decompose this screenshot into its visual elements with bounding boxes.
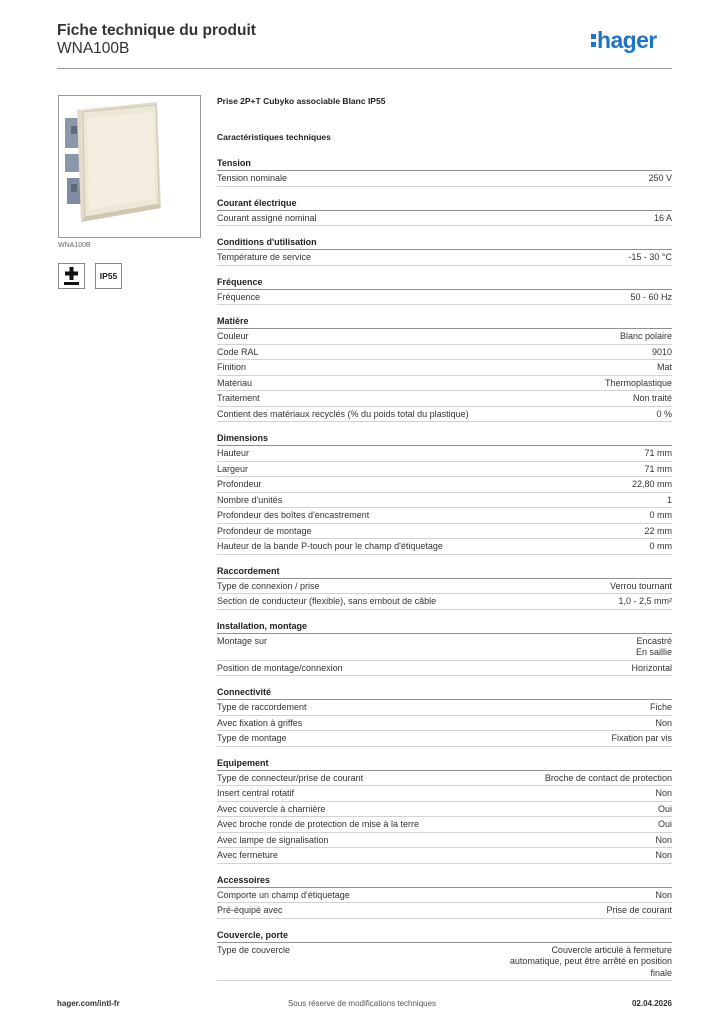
spec-row xyxy=(217,290,672,306)
page-title: Fiche technique du produit xyxy=(57,22,256,39)
spec-label: Type de montage xyxy=(217,733,287,743)
spec-label: Pré-équipé avec xyxy=(217,905,283,915)
section-title: Accessoires xyxy=(217,874,672,888)
spec-label: Avec fermeture xyxy=(217,850,278,860)
spec-value: Non xyxy=(655,788,672,798)
spec-value: Horizontal xyxy=(631,662,672,673)
spec-row xyxy=(217,462,672,478)
spec-row xyxy=(217,407,672,423)
spec-row xyxy=(217,848,672,864)
section-title: Installation, montage xyxy=(217,620,672,634)
spec-label: Type de couvercle xyxy=(217,944,291,955)
spec-value: -15 - 30 °C xyxy=(628,252,672,262)
spec-value: 0 mm xyxy=(649,510,672,520)
spec-row xyxy=(217,731,672,747)
spec-row xyxy=(217,888,672,904)
spec-value: 0 % xyxy=(656,408,672,419)
spec-row xyxy=(217,345,672,361)
spec-content xyxy=(217,95,672,981)
spec-row xyxy=(217,391,672,407)
spec-row xyxy=(217,594,672,610)
spec-value: Fixation par vis xyxy=(611,733,672,743)
logo-dots-icon xyxy=(591,32,596,47)
spec-label: Montage sur xyxy=(217,635,268,646)
spec-label: Largeur xyxy=(217,463,249,474)
spec-label: Profondeur des boîtes d'encastrement xyxy=(217,510,370,520)
spec-row xyxy=(217,634,672,661)
spec-label: Hauteur de la bande P-touch pour le champ d'étiquetage xyxy=(217,541,443,551)
spec-value: Oui xyxy=(657,819,672,829)
section-title: Connectivité xyxy=(217,686,672,700)
spec-value: Blanc polaire xyxy=(619,331,672,341)
spec-value: 50 - 60 Hz xyxy=(630,291,672,302)
cross-certification-icon xyxy=(59,264,84,288)
spec-value: Encastré En saillie xyxy=(635,635,672,657)
spec-row xyxy=(217,477,672,493)
spec-value: Non xyxy=(655,834,672,845)
spec-label: Comporte un champ d'étiquetage xyxy=(217,889,350,900)
spec-label: Insert central rotatif xyxy=(217,788,295,798)
spec-label: Avec couvercle à charnière xyxy=(217,803,326,814)
spec-row xyxy=(217,716,672,732)
product-reference: WNA100B xyxy=(57,40,130,57)
spec-row xyxy=(217,661,672,677)
spec-value: Non xyxy=(655,850,672,860)
spec-row xyxy=(217,771,672,787)
spec-value: Mat xyxy=(656,362,672,372)
spec-value: Broche de contact de protection xyxy=(544,772,672,783)
certification-badge xyxy=(58,263,85,289)
spec-value: Couvercle articulé à fermeture automatique, peut être arrêté en position finale xyxy=(509,944,672,978)
brand-name: hager xyxy=(597,27,657,53)
spec-row xyxy=(217,376,672,392)
spec-label: Matériau xyxy=(217,377,253,388)
spec-row xyxy=(217,817,672,833)
spec-label: Courant assigné nominal xyxy=(217,212,317,223)
spec-value: Verrou tournant xyxy=(609,580,672,591)
spec-row xyxy=(217,250,672,266)
spec-row xyxy=(217,802,672,818)
spec-label: Avec lampe de signalisation xyxy=(217,834,329,845)
spec-value: 71 mm xyxy=(644,463,672,474)
spec-row xyxy=(217,524,672,540)
spec-value: 22 mm xyxy=(644,525,672,536)
specs-heading: Caractéristiques techniques xyxy=(217,132,331,142)
spec-row xyxy=(217,360,672,376)
spec-value: 1,0 - 2,5 mm² xyxy=(618,596,672,606)
spec-label: Fréquence xyxy=(217,291,261,302)
spec-row xyxy=(217,539,672,555)
spec-label: Profondeur de montage xyxy=(217,525,312,536)
spec-value: 9010 xyxy=(651,346,672,357)
spec-value: Prise de courant xyxy=(606,905,672,915)
section-title: Couvercle, porte xyxy=(217,929,672,943)
section-title: Courant électrique xyxy=(217,197,672,211)
image-caption: WNA100B xyxy=(58,242,91,249)
spec-row xyxy=(217,700,672,716)
spec-label: Couleur xyxy=(217,331,249,341)
spec-row xyxy=(217,446,672,462)
spec-label: Position de montage/connexion xyxy=(217,662,343,673)
spec-value: 16 A xyxy=(653,212,672,223)
spec-label: Traitement xyxy=(217,393,260,403)
spec-value: Non traité xyxy=(632,393,672,403)
spec-label: Code RAL xyxy=(217,346,259,357)
spec-row xyxy=(217,833,672,849)
brand-logo xyxy=(591,29,657,52)
footer-website[interactable]: hager.com/intl-fr xyxy=(57,999,120,1008)
spec-row xyxy=(217,493,672,509)
section-title: Matière xyxy=(217,315,672,329)
spec-row xyxy=(217,329,672,345)
spec-label: Contient des matériaux recyclés (% du poids total du plastique) xyxy=(217,408,469,419)
footer-disclaimer: Sous réserve de modifications techniques xyxy=(287,999,437,1008)
spec-value: 71 mm xyxy=(644,448,672,458)
product-name: Prise 2P+T Cubyko associable Blanc IP55 xyxy=(217,96,386,106)
spec-value: Thermoplastique xyxy=(604,377,672,388)
spec-label: Avec broche ronde de protection de mise à la terre xyxy=(217,819,419,829)
spec-label: Finition xyxy=(217,362,247,372)
spec-label: Type de connexion / prise xyxy=(217,580,320,591)
spec-value: Oui xyxy=(657,803,672,814)
spec-row xyxy=(217,579,672,595)
section-title: Equipement xyxy=(217,757,672,771)
spec-label: Température de service xyxy=(217,252,312,262)
spec-label: Type de connecteur/prise de courant xyxy=(217,772,364,783)
spec-row xyxy=(217,508,672,524)
spec-value: 1 xyxy=(666,494,672,505)
section-title: Raccordement xyxy=(217,565,672,579)
spec-row xyxy=(217,171,672,187)
spec-label: Profondeur xyxy=(217,479,262,489)
ip-rating-badge: IP55 xyxy=(95,263,122,289)
spec-row xyxy=(217,786,672,802)
section-title: Dimensions xyxy=(217,432,672,446)
spec-row xyxy=(217,211,672,227)
section-title: Conditions d'utilisation xyxy=(217,236,672,250)
spec-value: 0 mm xyxy=(649,541,672,551)
section-title: Fréquence xyxy=(217,276,672,290)
spec-value: 250 V xyxy=(648,173,672,183)
header-divider xyxy=(57,68,672,69)
spec-value: 22,80 mm xyxy=(631,479,672,489)
spec-label: Section de conducteur (flexible), sans embout de câble xyxy=(217,596,437,606)
spec-value: Non xyxy=(655,717,672,728)
section-title: Tension xyxy=(217,157,672,171)
footer-date: 02.04.2026 xyxy=(631,999,672,1008)
spec-row xyxy=(217,903,672,919)
spec-row xyxy=(217,943,672,982)
spec-value: Non xyxy=(655,889,672,900)
spec-label: Type de raccordement xyxy=(217,702,307,712)
spec-label: Tension nominale xyxy=(217,173,288,183)
spec-label: Hauteur xyxy=(217,448,250,458)
product-image xyxy=(58,95,201,238)
spec-value: Fiche xyxy=(649,702,672,712)
spec-label: Avec fixation à griffes xyxy=(217,717,303,728)
spec-label: Nombre d'unités xyxy=(217,494,283,505)
